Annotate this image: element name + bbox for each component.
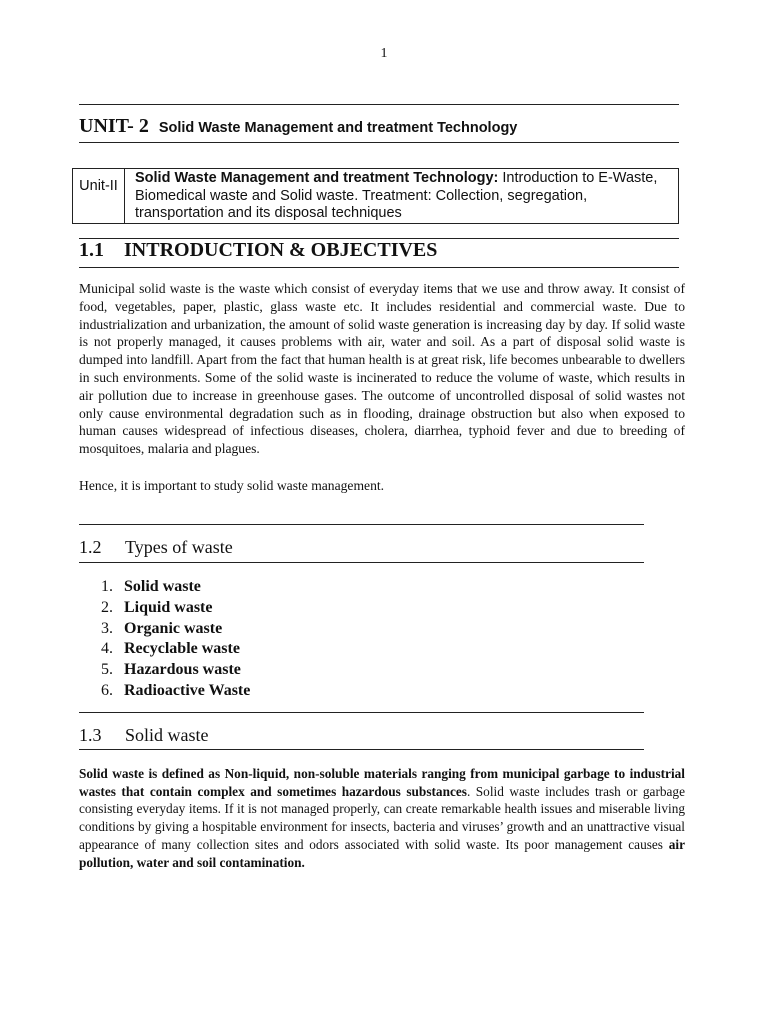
- section-title: INTRODUCTION & OBJECTIVES: [124, 239, 438, 261]
- section-heading-1-3: [79, 725, 209, 746]
- divider: [79, 142, 679, 143]
- divider: [79, 104, 679, 105]
- list-item: 6. Radioactive Waste: [101, 681, 251, 699]
- unit-heading: [79, 115, 679, 138]
- unit-number-cell: [73, 169, 125, 223]
- solid-waste-body: . Solid waste includes trash or garbage consisting everyday items. If it is not managed properly, can create remarkable health issues and miserable living conditions by giving a hospitable environment for insects, bacteria and viruses’ growth and an unattractive visual appearance of many collection sites and odors associated with solid waste. Its poor management causes: [79, 783, 685, 852]
- waste-types-list: [101, 577, 250, 702]
- page-number: 1: [380, 46, 388, 61]
- section-number: 1.1: [79, 239, 104, 261]
- divider: [79, 524, 644, 525]
- section-heading-1-1: [79, 239, 437, 262]
- section-number: 1.3: [79, 725, 102, 745]
- intro-conclusion: Hence, it is important to study solid waste management.: [79, 478, 385, 493]
- unit-number: Unit-II: [79, 178, 118, 194]
- solid-waste-definition: Solid waste is defined as Non-liquid, non-soluble materials ranging from municipal garbage to industrial wastes that contain complex and sometimes hazardous substances: [79, 766, 685, 799]
- list-item: 1. Solid waste: [101, 578, 201, 595]
- unit-label: UNIT- 2: [79, 115, 149, 137]
- list-item: 5. Hazardous waste: [101, 661, 241, 679]
- section-number: 1.2: [79, 537, 102, 557]
- list-item: 3. Organic waste: [101, 619, 223, 637]
- list-item: 2. Liquid waste: [101, 598, 213, 616]
- section-title: Solid waste: [125, 725, 209, 745]
- unit-topic-title: Solid Waste Management and treatment Technology:: [135, 170, 499, 186]
- unit-title: Solid Waste Management and treatment Technology: [158, 120, 518, 136]
- unit-topic-text: Introduction to E-Waste, Biomedical waste and Solid waste. Treatment: Collection, segregation, transportation and its disposal techniques: [135, 170, 658, 221]
- list-item: 4. Recyclable waste: [101, 640, 240, 658]
- divider: [79, 267, 679, 268]
- divider: [79, 712, 644, 713]
- solid-waste-effects: air pollution, water and soil contamination.: [79, 836, 685, 870]
- divider: [79, 749, 644, 750]
- unit-syllabus-table: [72, 168, 679, 224]
- solid-waste-paragraph: [79, 765, 685, 871]
- unit-topics-cell: [125, 169, 678, 223]
- divider: [79, 562, 644, 563]
- section-title: Types of waste: [125, 537, 233, 557]
- section-heading-1-2: [79, 537, 233, 558]
- intro-paragraph: Municipal solid waste is the waste which consist of everyday items that we use and throw away. It consist of food, vegetables, paper, plastic, glass waste etc. It includes residential and commercial waste. Due to industrialization and urbanization, the amount of solid waste generation is increasing day by day. If solid waste is not properly managed, it causes problems with air, water and soil. As a part of disposal solid waste is dumped into landfill. Apart from the fact that human health is at great risk, life becomes unbearable to dwellers in such environments. Some of the solid waste is incinerated to reduce the volume of waste, which results in air pollution due to increase in greenhouse gases. The outcome of uncontrolled disposal of solid wastes not only cause environmental degradation such as in flooding, drainage obstruction but also when exposed to human causes widespread of infectious diseases, cholera, diarrhea, typhoid fever and due to breeding of mosquitoes, malaria and plagues.: [79, 281, 685, 457]
